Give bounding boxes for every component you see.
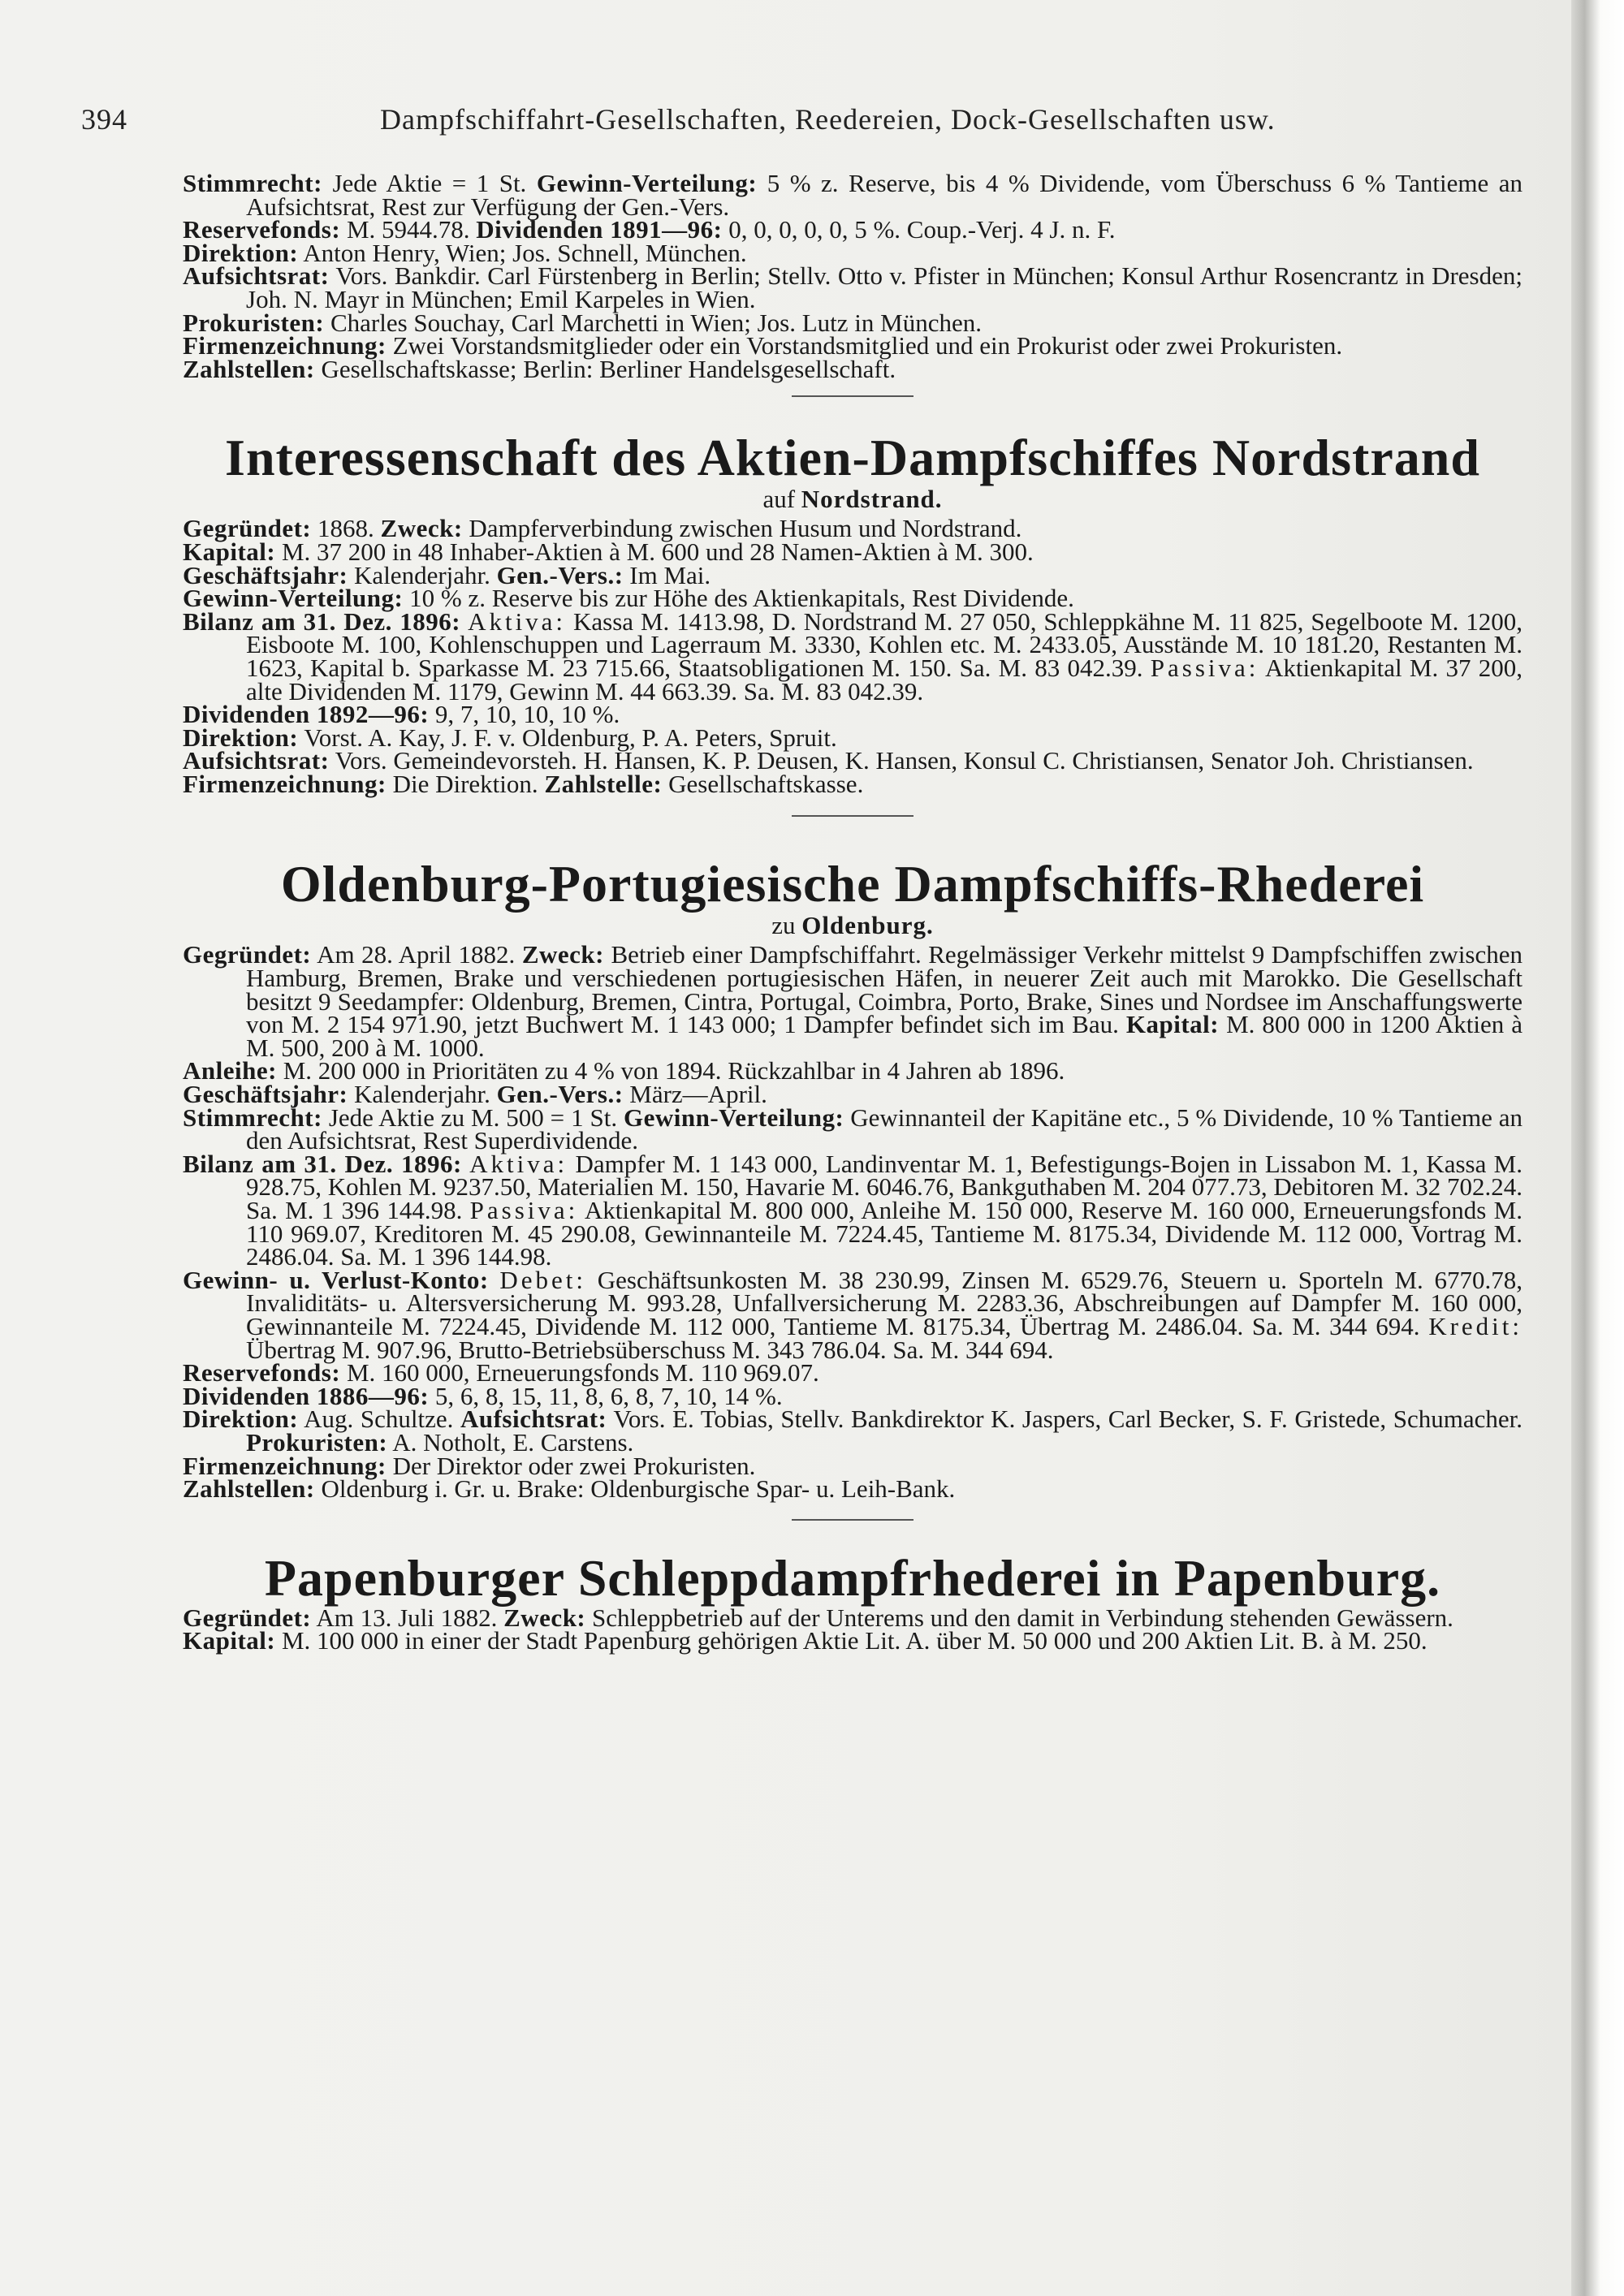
section-continuation <box>183 169 1523 383</box>
entry-text: M. 800 000 in 1200 Aktien à M. 500, 200 à M. 1000. <box>246 1010 1523 1062</box>
entry-text: Am 13. Juli 1882. <box>316 1603 498 1632</box>
entry-text: Schleppbetrieb auf der Unterems und den damit in Verbindung stehenden Gewässern. <box>592 1603 1453 1632</box>
entry-text: Dampfer M. 1 143 000, Landinventar M. 1, Befestigungs-Bojen in Lissabon M. 1, Kassa M. 928.75, Kohlen M. 9237.50, Materialien M. 150, Havarie M. 6046.76, Bankguthaben M. 204 077.73, Debitoren M. 32 702.24. Sa. M. 1 396 144.98. <box>246 1149 1522 1224</box>
entry-text: 1868. <box>317 514 374 543</box>
entry-text: Aktienkapital M. 37 200, alte Dividenden M. 1179, Gewinn M. 44 663.39. Sa. M. 83 042.39. <box>246 653 1522 706</box>
page-header <box>81 97 1413 146</box>
location-prefix: auf <box>762 485 796 514</box>
entry-text: Kalenderjahr. <box>354 1080 490 1109</box>
entry-text: Übertrag M. 907.96, Brutto-Betriebsüberschuss M. 343 786.04. Sa. M. 344 694. <box>246 1335 1054 1364</box>
entry-text: Jede Aktie zu M. 500 = 1 St. <box>328 1103 618 1132</box>
entry-key: Firmenzeichnung: <box>183 769 387 798</box>
entry-key: Zahlstellen: <box>183 1474 315 1504</box>
entry-text: Am 28. April 1882. <box>317 940 516 969</box>
company-location <box>183 486 1522 512</box>
entry-key: Dividenden 1891—96: <box>476 215 723 244</box>
entry-text: Der Direktor oder zwei Prokuristen. <box>392 1451 756 1480</box>
entry-text: Dampferverbindung zwischen Husum und Nordstrand. <box>469 514 1022 543</box>
entry-text: Vors. Bankdir. Carl Fürstenberg in Berlin; Stellv. Otto v. Pfister in München; Konsul Arthur Rosencrantz in Dresden; Joh. N. Mayr in München; Emil Karpeles in Wien. <box>246 261 1522 313</box>
entry-key: Reservefonds: <box>183 215 341 244</box>
entry-key: Aufsichtsrat: <box>183 746 330 775</box>
entry-text: 9, 7, 10, 10, 10 %. <box>434 700 620 729</box>
entry-text: M. 5944.78. <box>346 215 470 244</box>
location-name: Oldenburg. <box>801 911 934 940</box>
entry-text: Charles Souchay, Carl Marchetti in Wien; Jos. Lutz in München. <box>330 308 982 337</box>
entry-stimmrecht <box>183 169 1523 221</box>
entry-key: Direktion: <box>183 1405 299 1434</box>
entry-key: Stimmrecht: <box>183 1103 322 1132</box>
entry-key: Gegründet: <box>183 514 312 543</box>
entry-text: Kassa M. 1413.98, D. Nordstrand M. 27 050, Schleppkähne M. 11 825, Segelboote M. 1200, Eisboote M. 100, Kohlenschuppen und Lagerraum M. 3330, Kohlen etc. M. 2433.05, Ausstände M. 10 181.20, Restanten M. 1623, Kapital b. Sparkasse M. 23 715.66, Staatsobligationen M. 150. Sa. M. 83 042.39. <box>246 606 1522 682</box>
entry-key: Zahlstelle: <box>544 769 663 798</box>
entry-text: März—April. <box>629 1080 767 1109</box>
entry-text: A. Notholt, E. Carstens. <box>392 1427 634 1457</box>
entry-text: M. 200 000 in Prioritäten zu 4 % von 1894. Rückzahlbar in 4 Jahren ab 1896. <box>283 1056 1065 1085</box>
entry-text: Jede Aktie = 1 St. <box>332 169 527 197</box>
entry-key: Gewinn-Verteilung: <box>536 169 758 197</box>
company-title: Interessenschaft des Aktien-Dampfschiffes Nordstrand <box>225 429 1480 487</box>
entry-key: Bilanz am 31. Dez. 1896: <box>183 1149 462 1178</box>
entry-key: Firmenzeichnung: <box>183 1451 387 1480</box>
company-location <box>183 913 1522 939</box>
location-prefix: zu <box>771 911 796 940</box>
entry-text: Vorst. A. Kay, J. F. v. Oldenburg, P. A. Peters, Spruit. <box>304 723 837 752</box>
section-oldenburg <box>183 855 1523 1504</box>
entry-zahlstellen <box>183 1474 1522 1504</box>
entry-text: Die Direktion. <box>392 769 538 798</box>
entry-key: Gegründet: <box>183 1603 312 1632</box>
entry-text: Oldenburg i. Gr. u. Brake: Oldenburgische Spar- u. Leih-Bank. <box>321 1474 956 1504</box>
entry-bilanz <box>183 606 1522 706</box>
entry-text: 0, 0, 0, 0, 0, 5 %. Coup.-Verj. 4 J. n. F. <box>728 215 1116 244</box>
entry-key: Dividenden 1892—96: <box>183 700 430 729</box>
company-title: Oldenburg-Portugiesische Dampfschiffs-Rhederei <box>280 855 1425 913</box>
entry-key: Zweck: <box>503 1603 586 1632</box>
entry-subheading: Kredit: <box>1428 1311 1522 1340</box>
entry-bilanz <box>183 1149 1522 1271</box>
entry-text: M. 160 000, Erneuerungsfonds M. 110 969.07. <box>346 1358 819 1388</box>
entry-gewinn-verlust-konto <box>183 1265 1523 1364</box>
entry-key: Direktion: <box>183 238 299 267</box>
entry-subheading: Passiva: <box>469 1196 579 1224</box>
entry-text: M. 100 000 in einer der Stadt Papenburg gehörigen Aktie Lit. A. über M. 50 000 und 200 Aktien Lit. B. à M. 250. <box>281 1626 1427 1655</box>
entry-text: Im Mai. <box>629 560 711 589</box>
entry-key: Geschäftsjahr: <box>183 560 348 589</box>
entry-key: Prokuristen: <box>183 308 325 337</box>
entry-key: Aufsichtsrat: <box>183 261 330 291</box>
entry-text: Kalenderjahr. <box>354 560 490 589</box>
entry-key: Anleihe: <box>183 1056 277 1085</box>
entry-key: Direktion: <box>183 723 299 752</box>
entry-gegruendet <box>183 940 1523 1062</box>
entry-text: Betrieb einer Dampfschiffahrt. Regelmässiger Verkehr mittelst 9 Dampfschiffen zwischen Hamburg, Bremen, Brake und verschiedenen portugiesischen Häfen, in neuerer Zeit auch mit Marokko. Die Gesellschaft besitzt 9 Seedampfer: Oldenburg, Bremen, Cintra, Portugal, Coimbra, Porto, Brake, Sines und Nordsee im Anschaffungswerte von M. 2 154 971.90, jetzt Buchwert M. 1 143 000; 1 Dampfer befindet sich im Bau. <box>246 940 1523 1039</box>
entry-subheading: Aktiva: <box>469 1149 568 1178</box>
entry-key: Bilanz am 31. Dez. 1896: <box>183 606 461 636</box>
entry-key: Zahlstellen: <box>183 354 315 383</box>
entry-stimmrecht <box>183 1103 1523 1155</box>
entry-text: Anton Henry, Wien; Jos. Schnell, München. <box>303 238 747 267</box>
entry-text: Zwei Vorstandsmitglieder oder ein Vorstandsmitglied und ein Prokurist oder zwei Prokuristen. <box>392 331 1343 360</box>
entry-text: Aug. Schultze. <box>304 1405 454 1434</box>
entry-subheading: Debet: <box>499 1265 587 1294</box>
section-nordstrand <box>183 429 1522 796</box>
scan-edge <box>1571 0 1624 2296</box>
entry-key: Kapital: <box>183 1626 276 1655</box>
entry-aufsichtsrat <box>183 261 1522 313</box>
entry-key: Aufsichtsrat: <box>460 1405 607 1434</box>
company-title: Papenburger Schleppdampfrhederei in Papenburg. <box>264 1548 1441 1607</box>
entry-key: Gen.-Vers.: <box>496 1080 624 1109</box>
running-title: Dampfschiffahrt-Gesellschaften, Reedereien, Dock-Gesellschaften usw. <box>380 103 1276 136</box>
entry-subheading: Passiva: <box>1150 653 1259 682</box>
entry-key: Firmenzeichnung: <box>183 331 387 360</box>
entry-text: 5 % z. Reserve, bis 4 % Dividende, vom Überschuss 6 % Tantieme an Aufsichtsrat, Rest zur Verfügung der Gen.-Vers. <box>246 169 1523 221</box>
entry-key: Gewinn- u. Verlust-Konto: <box>183 1265 489 1294</box>
location-name: Nordstrand. <box>801 485 943 514</box>
section-papenburg <box>183 1550 1522 1653</box>
entry-key: Zweck: <box>521 940 604 969</box>
entry-subheading: Aktiva: <box>468 606 567 636</box>
page-content <box>183 169 1523 1655</box>
entry-key: Dividenden 1886—96: <box>183 1381 430 1410</box>
entry-key: Gen.-Vers.: <box>496 560 624 589</box>
entry-text: Gewinnanteil der Kapitäne etc., 5 % Dividende, 10 % Tantieme an den Aufsichtsrat, Rest Superdividende. <box>246 1103 1523 1155</box>
entry-key: Kapital: <box>1125 1010 1220 1039</box>
entry-key: Reservefonds: <box>183 1358 341 1388</box>
entry-key: Gewinn-Verteilung: <box>623 1103 844 1132</box>
entry-text: Gesellschaftskasse. <box>668 769 864 798</box>
entry-zahlstellen <box>183 354 1522 383</box>
page-number: 394 <box>81 103 127 136</box>
entry-text: Geschäftsunkosten M. 38 230.99, Zinsen M. 6529.76, Steuern u. Sporteln M. 6770.78, Invaliditäts- u. Altersversicherung M. 993.28, Unfallversicherung M. 2283.36, Abschreibungen auf Dampfer M. 160 000, Gewinnanteile M. 7224.45, Dividende M. 112 000, Tantieme M. 8175.34, Übertrag M. 2486.04. Sa. M. 344 694. <box>246 1265 1523 1340</box>
entry-key: Geschäftsjahr: <box>183 1080 348 1109</box>
entry-text: Vors. Gemeindevorsteh. H. Hansen, K. P. Deusen, K. Hansen, Konsul C. Christiansen, Senator Joh. Christiansen. <box>335 746 1474 775</box>
entry-key: Gegründet: <box>183 940 312 969</box>
entry-text: 5, 6, 8, 15, 11, 8, 6, 8, 7, 10, 14 %. <box>434 1381 783 1410</box>
entry-text: Vors. E. Tobias, Stellv. Bankdirektor K. Jaspers, Carl Becker, S. F. Gristede, Schumacher. <box>613 1405 1522 1434</box>
entry-direktion <box>183 1405 1522 1457</box>
entry-kapital <box>183 1626 1522 1655</box>
entry-text: M. 37 200 in 48 Inhaber-Aktien à M. 600 und 28 Namen-Aktien à M. 300. <box>281 537 1034 566</box>
entry-firmenzeichnung <box>183 769 1522 798</box>
entry-key: Kapital: <box>183 537 276 566</box>
entry-text: Gesellschaftskasse; Berlin: Berliner Handelsgesellschaft. <box>321 354 896 383</box>
entry-key: Prokuristen: <box>246 1427 388 1457</box>
entry-key: Gewinn-Verteilung: <box>183 584 404 613</box>
entry-text: Aktienkapital M. 800 000, Anleihe M. 150 000, Reserve M. 160 000, Erneuerungsfonds M. 110 969.07, Kreditoren M. 45 290.08, Gewinnanteile M. 7224.45, Tantieme M. 8175.34, Dividende M. 112 000, Vortrag M. 2486.04. Sa. M. 1 396 144.98. <box>246 1196 1522 1271</box>
entry-text: 10 % z. Reserve bis zur Höhe des Aktienkapitals, Rest Dividende. <box>409 584 1074 613</box>
entry-key: Stimmrecht: <box>183 169 322 197</box>
entry-key: Zweck: <box>380 514 463 543</box>
